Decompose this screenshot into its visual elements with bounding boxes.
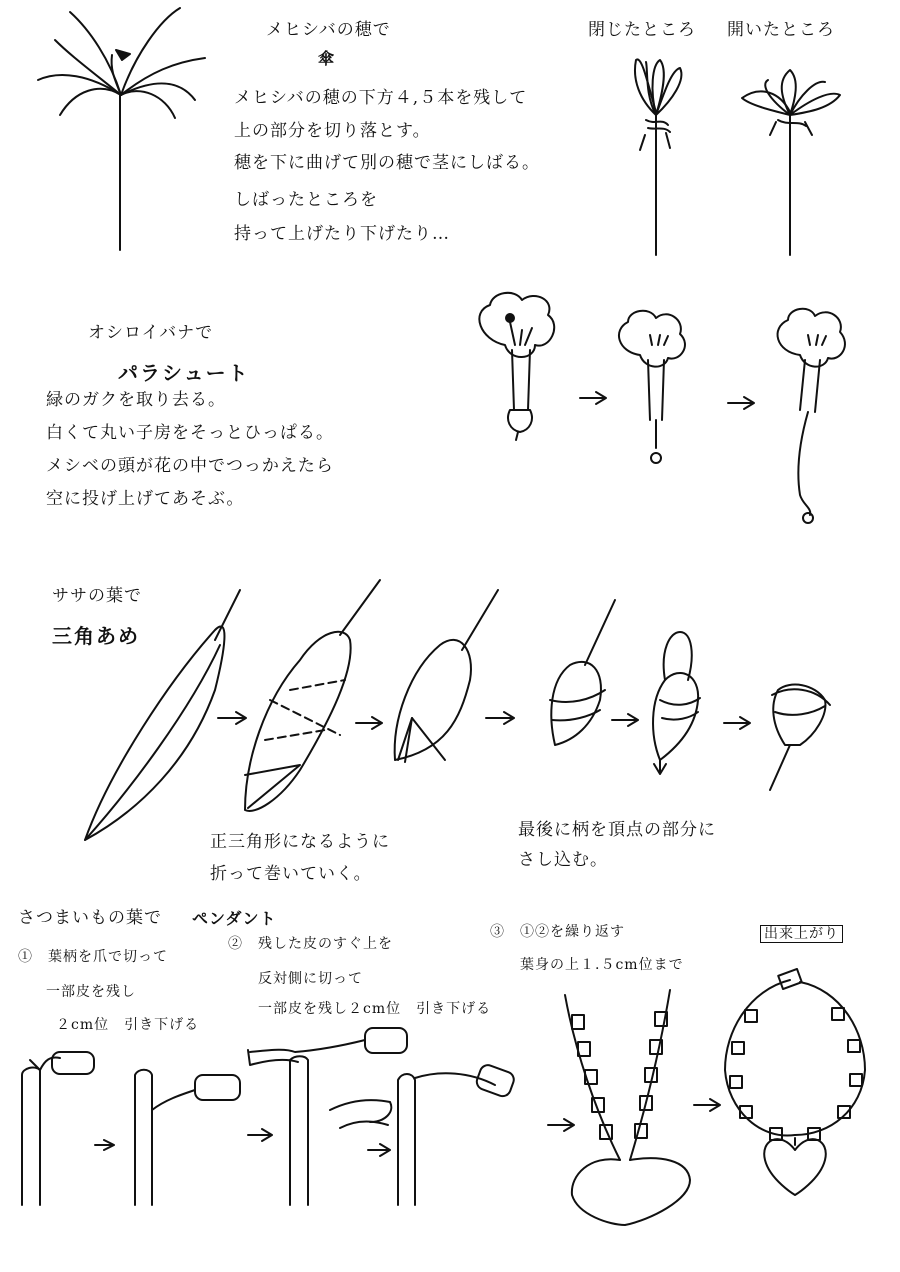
section1-line-5: 持って上げたり下げたり… — [234, 224, 450, 244]
petiole-step4-illustration — [330, 1063, 516, 1205]
crabgrass-plant-illustration — [38, 8, 205, 250]
bamboo-leaf-fold-step4-illustration — [653, 632, 700, 774]
label-open: 開いたところ — [727, 20, 835, 40]
section2-line-3: メシベの頭が花の中でつっかえたら — [46, 456, 334, 476]
section3-caption1-line-2: 折って巻いていく。 — [210, 864, 372, 884]
section4-title: ペンダント — [192, 909, 277, 928]
petiole-chain-illustration — [565, 990, 690, 1225]
section1-subtitle: メヒシバの穂で — [266, 20, 391, 40]
bamboo-leaf-candy-finished-illustration — [770, 685, 830, 790]
petiole-step1-illustration — [22, 1052, 94, 1205]
section3-caption1-line-1: 正三角形になるように — [210, 832, 390, 852]
section2-title: パラシュート — [118, 361, 250, 385]
petiole-step2-illustration — [135, 1070, 240, 1205]
grass-umbrella-open-illustration — [742, 70, 840, 255]
step2-line-1: ② 残した皮のすぐ上を — [228, 936, 393, 952]
section3-caption2-line-2: さし込む。 — [518, 850, 608, 870]
section3-subtitle: ササの葉で — [52, 586, 142, 606]
section1-line-4: しばったところを — [234, 190, 378, 210]
section1-line-3: 穂を下に曲げて別の穂で茎にしばる。 — [234, 153, 540, 173]
bamboo-leaf-fold-step1-illustration — [245, 580, 380, 811]
step3-line-1: ③ ①②を繰り返す — [490, 924, 625, 940]
arrows-section2 — [580, 392, 754, 409]
step3-line-2: 葉身の上１.５cm位まで — [520, 957, 684, 973]
section1-title: 傘 — [318, 49, 336, 68]
section1-line-2: 上の部分を切り落とす。 — [234, 121, 431, 141]
bamboo-leaf-fold-step3-illustration — [550, 600, 615, 745]
section3-title: 三角あめ — [52, 624, 140, 648]
step1-line-2: 一部皮を残し — [46, 984, 136, 1000]
step2-line-3: 一部皮を残し２cm位 引き下げる — [258, 1001, 492, 1017]
arrows-section4 — [95, 1099, 720, 1156]
section2-line-1: 緑のガクを取り去る。 — [46, 390, 226, 410]
four-oclock-flower-stage3-illustration — [778, 309, 845, 523]
bamboo-leaf-fold-step2-illustration — [395, 590, 498, 762]
section2-line-2: 白くて丸い子房をそっとひっぱる。 — [46, 423, 334, 443]
done-label: 出来上がり — [760, 925, 843, 943]
step1-line-3: ２cm位 引き下げる — [56, 1017, 200, 1033]
section4-subtitle: さつまいもの葉で — [18, 908, 162, 928]
step2-line-2: 反対側に切って — [258, 971, 363, 987]
four-oclock-flower-stage2-illustration — [619, 311, 685, 463]
four-oclock-flower-stage1-illustration — [479, 293, 554, 440]
step1-line-1: ① 葉柄を爪で切って — [18, 949, 168, 965]
section3-caption2-line-1: 最後に柄を頂点の部分に — [518, 820, 716, 840]
pendant-finished-illustration — [725, 969, 865, 1195]
grass-umbrella-closed-illustration — [635, 59, 681, 255]
section2-subtitle: オシロイバナで — [88, 323, 214, 343]
label-closed: 閉じたところ — [588, 20, 696, 40]
petiole-step3-illustration — [248, 1028, 407, 1205]
section2-line-4: 空に投げ上げてあそぶ。 — [46, 489, 245, 509]
section1-line-1: メヒシバの穂の下方４,５本を残して — [234, 88, 528, 108]
